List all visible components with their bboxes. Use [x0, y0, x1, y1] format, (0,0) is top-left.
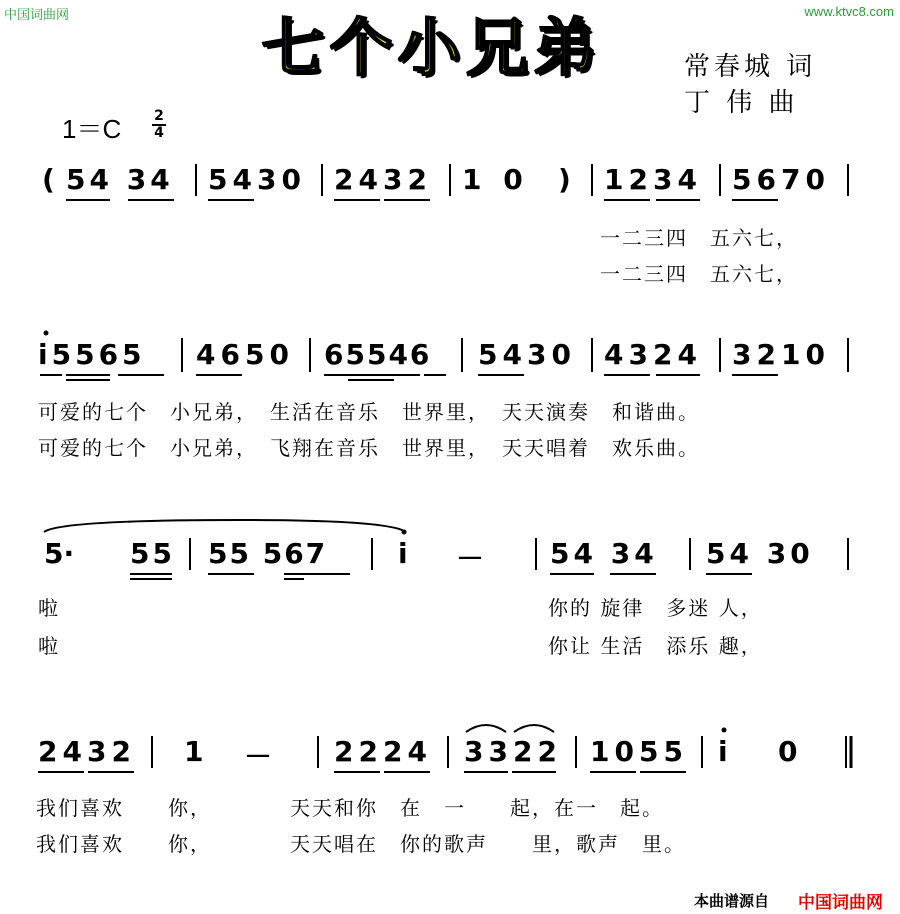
note-group: 1 [184, 735, 204, 768]
note-group: i [718, 735, 728, 768]
note-group: 1055 [590, 735, 688, 768]
note-group: 4324 [604, 338, 702, 371]
note-group: 3210 [732, 338, 830, 371]
lyric-line: 你的 旋律 多迷 人， [548, 596, 763, 620]
lyric-line: 一二三四 五六七， [600, 262, 798, 286]
note-group: 5430 [478, 338, 576, 371]
note-group: 2432 [38, 735, 136, 768]
note-group: i [398, 537, 408, 570]
lyric-line: 可爱的七个 小兄弟， 飞翔在音乐 世界里， 天天唱着 欢乐曲。 [38, 436, 700, 460]
note-group: 0 [778, 735, 798, 768]
watermark-right: www.ktvc8.com [804, 4, 894, 19]
note-group: 55 [130, 537, 175, 570]
lyricist-credit: 常春城 词 [684, 52, 817, 82]
lyric-line: 你让 生活 添乐 趣， [548, 634, 763, 658]
song-title: 七个小兄弟 [262, 11, 603, 84]
lyric-line: 啦 [38, 596, 60, 620]
note-group: 65546 [324, 338, 432, 371]
lyric-line: 一二三四 五六七， [600, 226, 798, 250]
note-group: － [456, 542, 485, 575]
note-group: 5· [44, 537, 75, 570]
octave-dot [402, 530, 407, 535]
note-group: 54 34 [550, 537, 658, 570]
time-signature-bottom: 4 [154, 125, 164, 141]
note-group: 1 0 [462, 163, 529, 196]
note-group: 2224 [334, 735, 432, 768]
note-group: 54 34 [66, 163, 174, 196]
note-group: 4650 [196, 338, 294, 371]
note-group: 2432 [334, 163, 432, 196]
lyric-line: 可爱的七个 小兄弟， 生活在音乐 世界里， 天天演奏 和谐曲。 [38, 400, 700, 424]
note-group: ) [558, 163, 571, 196]
lyric-line: 啦 [38, 634, 60, 658]
composer-credit: 丁 伟 曲 [684, 88, 799, 118]
note-group: 55 567 [208, 537, 328, 570]
note-group: － [244, 740, 273, 773]
note-group: ( [42, 163, 55, 196]
note-group: 3322 [464, 735, 562, 768]
note-group: 54 30 [706, 537, 814, 570]
octave-dot [44, 331, 49, 336]
lyric-line: 我们喜欢 你， 天天和你 在 一 起，在一 起。 [36, 796, 664, 820]
note-group: 1234 [604, 163, 702, 196]
note-group: 5670 [732, 163, 830, 196]
key-signature: 1＝C [62, 114, 122, 144]
octave-dot [722, 728, 727, 733]
time-signature-top: 2 [154, 108, 164, 124]
watermark-left: 中国词曲网 [4, 7, 70, 22]
note-group: 5430 [208, 163, 306, 196]
lyric-line: 我们喜欢 你， 天天唱在 你的歌声 里，歌声 里。 [36, 832, 686, 856]
source-label: 本曲谱源自 [694, 892, 770, 910]
note-group: i5565 [38, 338, 146, 371]
source-site-link[interactable]: 中国词曲网 [798, 893, 883, 913]
